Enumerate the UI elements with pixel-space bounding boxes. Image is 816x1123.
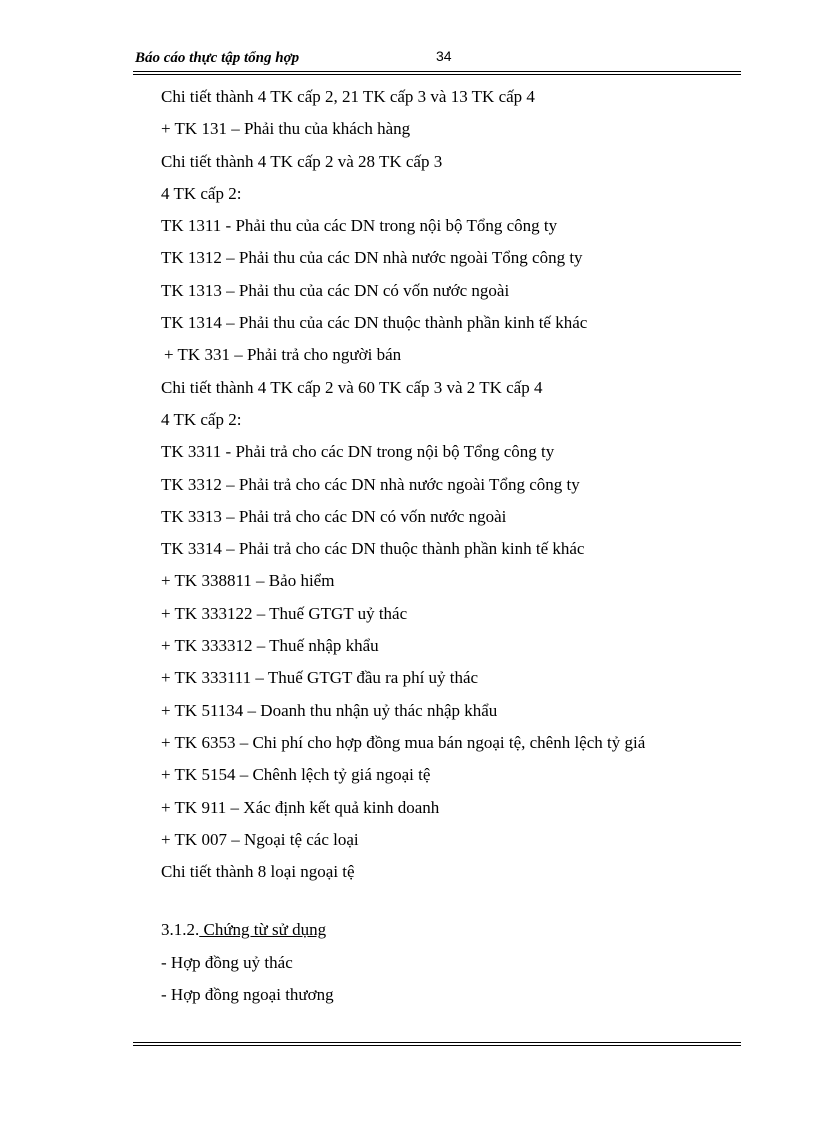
page-number: 34 [436, 48, 452, 64]
text-line: TK 3312 – Phải trả cho các DN nhà nước ngoài Tổng công ty [161, 474, 580, 494]
text-line: Chi tiết thành 4 TK cấp 2 và 28 TK cấp 3 [161, 151, 443, 171]
text-line: TK 1312 – Phải thu của các DN nhà nước ngoài Tổng công ty [161, 248, 583, 268]
text-line: Chi tiết thành 8 loại ngoại tệ [161, 862, 355, 882]
list-item: - Hợp đồng ngoại thương [161, 985, 334, 1005]
report-title: Báo cáo thực tập tổng hợp [135, 50, 300, 66]
text-line: TK 3311 - Phải trả cho các DN trong nội bộ Tổng công ty [161, 442, 555, 462]
text-line: TK 1314 – Phải thu của các DN thuộc thành phần kinh tế khác [161, 313, 588, 333]
text-line: TK 3313 – Phải trả cho các DN có vốn nước ngoài [161, 506, 507, 526]
list-item: - Hợp đồng uỷ thác [161, 952, 293, 972]
header-rule [133, 71, 741, 75]
paragraph-gap [161, 891, 741, 917]
text-line: TK 3314 – Phải trả cho các DN thuộc thành phần kinh tế khác [161, 539, 585, 559]
text-line: + TK 131 – Phải thu của khách hàng [161, 119, 411, 139]
text-line: + TK 51134 – Doanh thu nhận uỷ thác nhập khẩu [161, 700, 498, 720]
text-line: + TK 911 – Xác định kết quả kinh doanh [161, 797, 440, 817]
text-line: TK 1313 – Phải thu của các DN có vốn nước ngoài [161, 280, 510, 300]
footer-rule [133, 1042, 741, 1046]
text-line: 4 TK cấp 2: [161, 409, 242, 429]
text-line: + TK 331 – Phải trả cho người bán [164, 345, 402, 365]
text-line: 4 TK cấp 2: [161, 183, 242, 203]
text-line: + TK 333122 – Thuế GTGT uỷ thác [161, 603, 408, 623]
section-title: Chứng từ sử dụng [199, 920, 327, 940]
text-line: + TK 333312 – Thuế nhập khẩu [161, 636, 379, 656]
text-line: + TK 333111 – Thuế GTGT đầu ra phí uỷ thác [161, 668, 479, 688]
page-header [133, 44, 741, 74]
document-body [161, 84, 741, 1014]
text-line: + TK 6353 – Chi phí cho hợp đồng mua bán ngoại tệ, chênh lệch tỷ giá [161, 732, 646, 752]
section-heading [161, 917, 741, 949]
text-line: + TK 5154 – Chênh lệch tỷ giá ngoại tệ [161, 765, 431, 785]
text-line: + TK 338811 – Bảo hiểm [161, 571, 335, 591]
text-line: Chi tiết thành 4 TK cấp 2, 21 TK cấp 3 và 13 TK cấp 4 [161, 87, 535, 106]
text-line: + TK 007 – Ngoại tệ các loại [161, 829, 359, 849]
section-number: 3.1.2. [161, 920, 200, 940]
text-line: Chi tiết thành 4 TK cấp 2 và 60 TK cấp 3 và 2 TK cấp 4 [161, 377, 543, 397]
text-line: TK 1311 - Phải thu của các DN trong nội bộ Tổng công ty [161, 216, 558, 236]
